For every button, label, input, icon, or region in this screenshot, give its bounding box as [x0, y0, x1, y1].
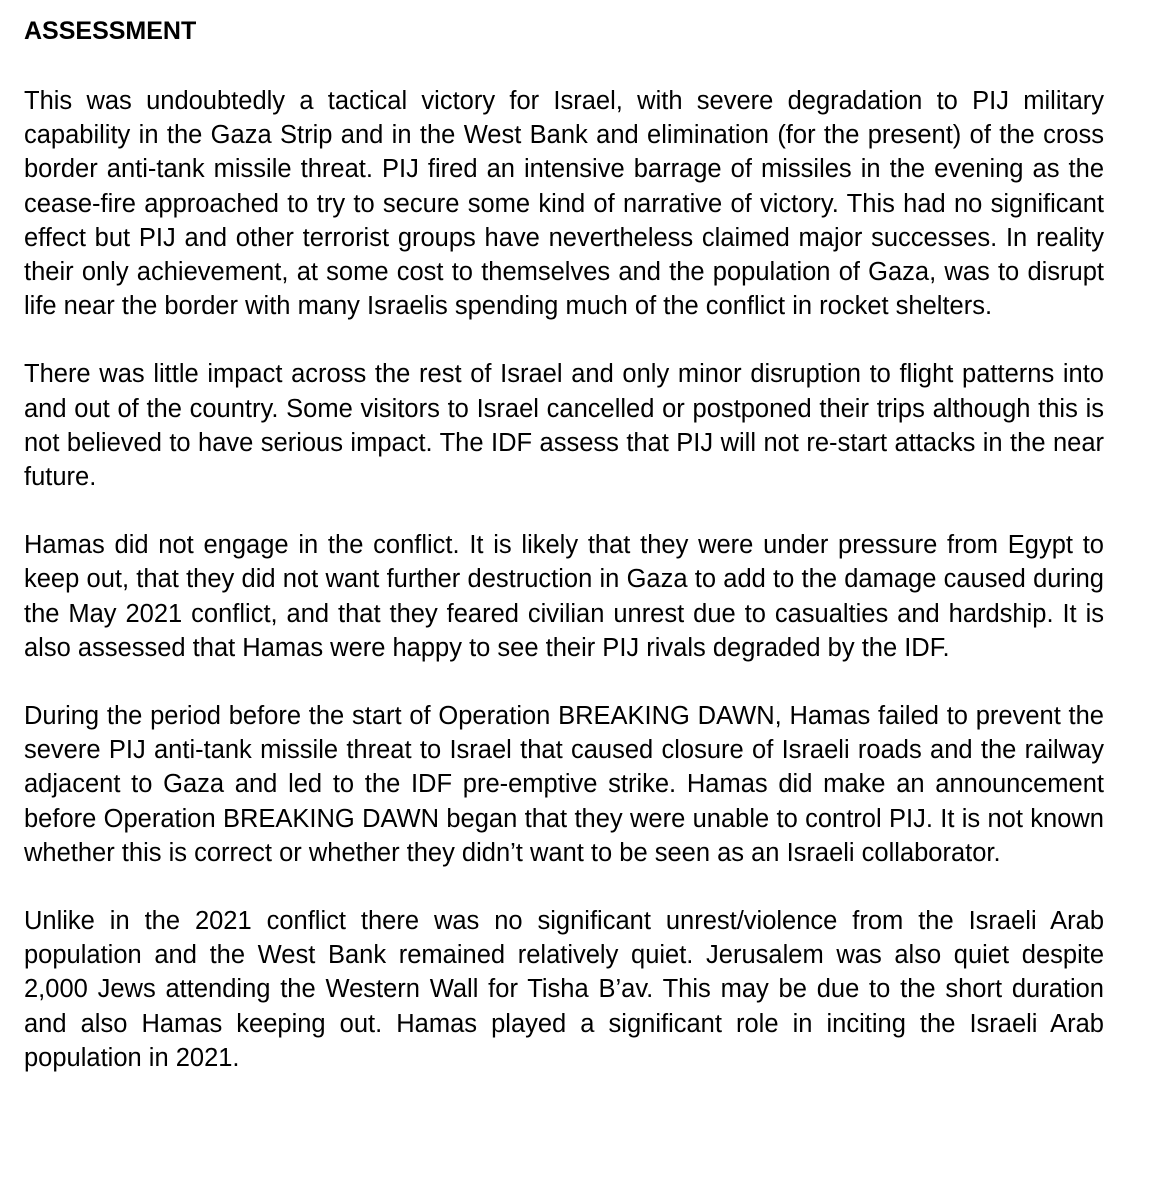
paragraph-hamas-engagement: Hamas did not engage in the conflict. It is likely that they were under pressure from Egypt to keep out, that they did not want further destruction in Gaza to add to the damage caused during the May 2021 conflict, and that they feared civilian unrest due to casualties and hardship. It is also assessed that Hamas were happy to see their PIJ rivals degraded by the IDF. [24, 531, 1104, 662]
section-heading: ASSESSMENT [24, 17, 197, 45]
paragraph-tactical-victory: This was undoubtedly a tactical victory for Israel, with severe degradation to PIJ military capability in the Gaza Strip and in the West Bank and elimination (for the present) of the cross border anti-tank missile threat. PIJ fired an intensive barrage of missiles in the evening as the cease-fire approached to try to secure some kind of narrative of victory. This had no significant effect but PIJ and other terrorist groups have nevertheless claimed major successes. In reality their only achievement, at some cost to themselves and the population of Gaza, was to disrupt life near the border with many Israelis spending much of the conflict in rocket shelters. [24, 87, 1104, 321]
document-page [24, 14, 1104, 1109]
paragraph-comparison-2021: Unlike in the 2021 conflict there was no significant unrest/violence from the Israeli Arab population and the West Bank remained relatively quiet. Jerusalem was also quiet despite 2,000 Jews attending the Western Wall for Tisha B’av. This may be due to the short duration and also Hamas keeping out. Hamas played a significant role in inciting the Israeli Arab population in 2021. [24, 907, 1104, 1072]
paragraph-impact-on-israel: There was little impact across the rest of Israel and only minor disruption to flight patterns into and out of the country. Some visitors to Israel cancelled or postponed their trips although this is not believed to have serious impact. The IDF assess that PIJ will not re-start attacks in the near future. [24, 360, 1104, 492]
paragraph-operation-breaking-dawn: During the period before the start of Operation BREAKING DAWN, Hamas failed to prevent the severe PIJ anti-tank missile threat to Israel that caused closure of Israeli roads and the railway adjacent to Gaza and led to the IDF pre-emptive strike. Hamas did make an announcement before Operation BREAKING DAWN began that they were unable to control PIJ. It is not known whether this is correct or whether they didn’t want to be seen as an Israeli collaborator. [24, 702, 1104, 867]
